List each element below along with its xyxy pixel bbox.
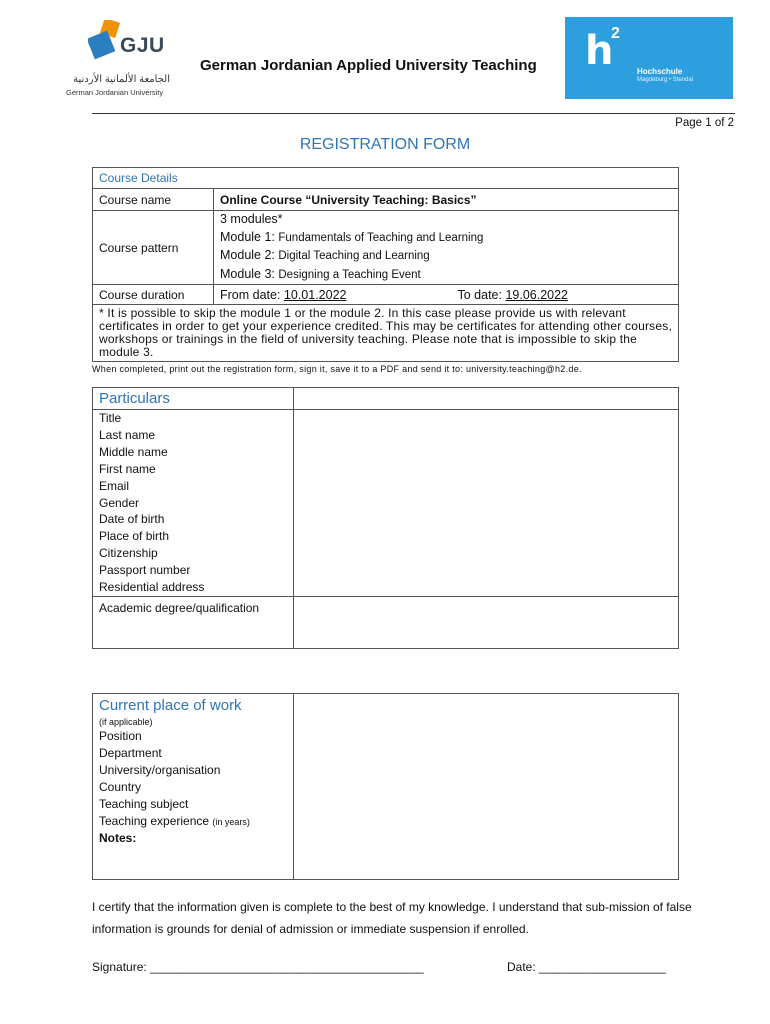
page-number: Page 1 of 2	[675, 117, 734, 129]
field-label-title: Title	[99, 411, 122, 425]
instruction-text: When completed, print out the registration form, sign it, save it to a PDF and send it to: university.teaching@h2.de.	[92, 364, 582, 374]
field-label-department: Department	[99, 745, 162, 760]
course-pattern-value	[214, 211, 679, 285]
course-note: * It is possible to skip the module 1 or the module 2. In this case please provide us with relevant certificates in order to get your experience credited. This may be certificates for attending other courses, workshops or trainings in the field of university teaching. Please note that is impossible to skip the module 3.	[93, 305, 679, 362]
field-label-academic-degree: Academic degree/qualification	[93, 596, 294, 648]
course-duration-value	[214, 285, 679, 305]
h2-location: Magdeburg • Stendal	[637, 77, 694, 83]
field-label-date-of-birth: Date of birth	[99, 512, 165, 527]
gju-logo	[66, 20, 174, 100]
date-label: Date:	[507, 960, 540, 974]
work-heading: Current place of work	[99, 697, 242, 714]
modules-count: 3 modules*	[220, 212, 283, 226]
particulars-labels	[93, 410, 294, 597]
course-duration-label: Course duration	[93, 285, 214, 305]
gju-english-name: German Jordanian University	[66, 88, 164, 97]
gju-arabic-name: الجامعة الألمانية الأردنية	[73, 74, 170, 85]
form-title: REGISTRATION FORM	[299, 136, 471, 153]
course-details-table	[92, 167, 679, 362]
h2-mark: h	[585, 28, 614, 74]
work-table	[92, 693, 679, 880]
particulars-table	[92, 387, 679, 649]
particulars-input-area[interactable]	[294, 410, 679, 597]
work-input-area[interactable]	[294, 694, 679, 880]
particulars-heading: Particulars	[93, 388, 294, 410]
academic-degree-input[interactable]	[294, 596, 679, 648]
field-label-gender: Gender	[99, 495, 140, 510]
header-divider	[92, 113, 735, 114]
module-line: Module 2: Digital Teaching and Learning	[220, 248, 430, 262]
from-date-value: 10.01.2022	[283, 287, 347, 302]
particulars-heading-value	[294, 388, 679, 410]
certification-text: I certify that the information given is complete to the best of my knowledge. I understand that sub-mission of false information is grounds for denial of admission or immediate suspension if enrolled.	[92, 900, 692, 936]
field-label-place-of-birth: Place of birth	[99, 529, 170, 544]
field-label-passport-number: Passport number	[99, 563, 191, 578]
course-name-value: Online Course “University Teaching: Basics”	[214, 189, 679, 211]
module-line: Module 1: Fundamentals of Teaching and Learning	[220, 229, 484, 244]
header-title: German Jordanian Applied University Teaching	[200, 57, 537, 74]
h2-logo	[565, 17, 733, 99]
to-date	[458, 288, 569, 302]
field-label-residential-address: Residential address	[99, 580, 205, 595]
field-label-university: University/organisation	[99, 762, 221, 777]
module-line: Module 3: Designing a Teaching Event	[220, 266, 421, 281]
h2-name: Hochschule	[637, 67, 683, 76]
signature-label: Signature:	[92, 960, 151, 974]
course-pattern-label: Course pattern	[93, 211, 214, 285]
signature-field[interactable]	[92, 960, 424, 974]
course-details-heading: Course Details	[93, 168, 679, 189]
date-field[interactable]	[507, 960, 666, 974]
gju-abbr: GJU	[120, 34, 165, 57]
field-label-teaching-subject: Teaching subject	[99, 796, 189, 811]
field-label-first-name: First name	[99, 461, 156, 476]
field-label-country: Country	[99, 779, 142, 794]
field-label-notes: Notes:	[99, 831, 137, 846]
h2-superscript: 2	[611, 25, 620, 42]
work-applicable-note: (if applicable)	[99, 717, 153, 727]
signature-line[interactable]: _________________________________________	[150, 960, 424, 974]
field-label-citizenship: Citizenship	[99, 546, 158, 561]
field-label-email: Email	[99, 478, 130, 493]
from-date-label: From date:	[220, 287, 284, 302]
date-line[interactable]: ___________________	[539, 960, 666, 974]
field-label-position: Position	[99, 729, 142, 743]
work-labels	[93, 694, 294, 880]
to-date-value: 19.06.2022	[505, 287, 569, 302]
course-name-label: Course name	[93, 189, 214, 211]
field-label-teaching-experience: Teaching experience (in years)	[99, 813, 250, 828]
field-label-last-name: Last name	[99, 427, 156, 442]
field-label-middle-name: Middle name	[99, 444, 168, 459]
to-date-label: To date:	[457, 287, 506, 302]
